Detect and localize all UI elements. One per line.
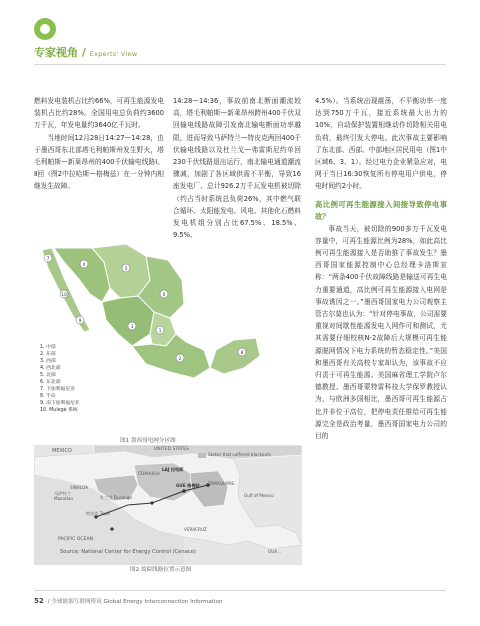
map-label-guatemala: GUA...: [268, 549, 282, 554]
region-number: 4: [82, 263, 86, 268]
map-label-gue: GUE 格梅兹: [176, 483, 200, 488]
legend-item: 9. 南下加利福尼亚: [40, 401, 80, 406]
map-label-tepic: 特皮克 Tepic: [86, 511, 111, 516]
map-legend-note: States that suffered blackouts: [208, 452, 271, 457]
region-west: [102, 296, 154, 346]
paragraph: 当地时间12月28日14:27—14:28，由于墨西哥东北部塔毛利帕斯州发生野火，塔毛利帕斯—新莱昂州的400千伏输电线路Ⅰ、Ⅱ回（图2中拉哈斯—格梅兹）在一分钟内相继发生故障。: [34, 133, 164, 191]
legend-item: 10. Mulegé 系统: [40, 408, 78, 413]
page-number: 52: [34, 597, 44, 605]
legend-item: 4. 西北部: [40, 366, 61, 371]
legend-item: 2. 东部: [40, 352, 56, 357]
subheading: 高比例可再生能源接入间接导致停电事故？: [315, 199, 447, 221]
region-number: 1: [158, 329, 162, 334]
region-number: 5: [124, 267, 128, 272]
publication-name: / 全球能源互联网资讯 Global Energy Interconnection Information: [47, 599, 223, 605]
paragraph: 事故当天，被切除的900多万千瓦发电容量中，可再生能源比例为28%，如此高比例可再生能源接入是否助推了事故发生？墨西哥国家能源控制中心总经理卡洛斯宣称：“两条400千伏故障线路是输送可再生电力重要通道，高比例可再生能源接入电网是事故诱因之一。”墨西哥国家电力公司观察主管古尔莫也认为：“针对停电事故，公司需要重视对间歇性能源发电入网作可和测试，尤其需要仔细校核N-2故障后大规模可再生能源脱网情况下电力系统的暂态稳定性。”美国和墨西哥有关高校专家却认为，该事故不应归责于可再生能源。美国麻省理工学院卢尔德教授、墨西哥蒙特雷科技大学保罗教授认为，与欧洲多国相比，墨西哥可再生能源占比并非位于高位，把停电责任推给可再生能源完全是政治考量，墨西哥国家电力公司的目的: [315, 224, 447, 441]
map-label-gulf: Gulf of Mexico: [244, 493, 274, 498]
brand-logo-icon: [34, 18, 56, 40]
header-divider: [34, 64, 446, 65]
legend-item: 5. 北部: [40, 373, 56, 378]
paragraph: 4.5%）。当系统出现震荡，不平衡功率一度达到750万千瓦，接近系统最大出力的10%，自动保护装置相继动作切除相关用电负荷，最终引发大停电。此次事故主要影响了东北部、西部、中部地区居民用电（图1中区域6、3、1）。经过电力企业紧急应对，电网于当日16:30恢复所有停电用户供电，停电时间约2小时。: [315, 97, 447, 191]
figure-1-caption: 图1 墨西哥电网分区图: [120, 438, 176, 444]
region-number: 10: [61, 293, 67, 298]
region-peninsula: [210, 338, 260, 374]
footer-divider: [34, 590, 446, 591]
map-label-laj: LAJ 拉哈斯: [162, 467, 184, 472]
fault-location-map: [34, 445, 302, 565]
region-number: 2: [178, 357, 182, 362]
region-number: 9: [78, 319, 82, 324]
legend-item: 1. 中部: [40, 345, 56, 350]
column-3: [315, 95, 447, 442]
map-label-mexico: MEXICO: [52, 448, 72, 454]
region-number: 6: [162, 293, 166, 298]
paragraph: 燃料发电装机占比约66%，可再生能源发电装机占比约28%。全国用电总负荷约3600万千瓦，年发电量约3640亿千瓦时。: [34, 97, 164, 130]
paragraph: 14:28—14:36，事故前南北断面潮流较高，塔毛利帕斯—新莱昂州跨州400千伏双回输电线路故障引发南北输电断面功率越限，进而导致马萨特兰—特皮克两回400千伏输电线路以及杜兰戈—弗雷斯尼约单回230千伏线路退出运行，南北输电通道潮流骤减，加剧了各区域供需不平衡，导致16座发电厂、总计926.2万千瓦发电机被切除（约占当时系统总负荷26%，其中燃气联合循环、太阳能发电、风电、其他化石燃料发电机组分别占比67.5%、18.5%、9.5%、: [173, 97, 301, 240]
page-footer: [34, 597, 223, 605]
section-title-en: Experts' View: [89, 50, 138, 58]
region-number: 7: [46, 257, 50, 262]
map-label-durango: 杜兰戈 Durango: [100, 495, 132, 500]
map-label-pacific: PACIFIC OCEAN: [58, 537, 94, 542]
region-number: 8: [240, 351, 244, 356]
figure-2-map: [34, 445, 302, 565]
column-1: [34, 95, 164, 193]
region-east: [132, 334, 210, 378]
section-title-cn: 专家视角: [34, 46, 78, 59]
section-title: 专家视角 / Experts' View: [34, 46, 138, 59]
map-label-mazatlan: 马萨特兰 Mazatlan: [54, 491, 73, 501]
map-label-veracruz: VERACRUZ: [184, 527, 207, 532]
legend-item: 8. 半岛: [40, 394, 56, 399]
region-number: 3: [130, 325, 134, 330]
map-label-tamaulipas: TAMAULIPAS: [208, 481, 234, 486]
legend-item: 3. 西部: [40, 359, 56, 364]
map-label-coahuila: COAHUILA: [138, 471, 160, 476]
map-label-usa: UNITED STATES: [154, 447, 189, 452]
figure-2-caption: 图2 故障线路位置示意图: [130, 567, 192, 573]
figure-1-legend: [40, 344, 80, 414]
column-2: [173, 95, 301, 241]
legend-item: 7. 下加利福尼亚: [40, 387, 75, 392]
map-label-sinaloa: SINALOA: [70, 485, 89, 490]
legend-item: 6. 东北部: [40, 380, 61, 385]
figure-2-source: Source: National Center for Energy Control (Cenace): [60, 549, 196, 555]
